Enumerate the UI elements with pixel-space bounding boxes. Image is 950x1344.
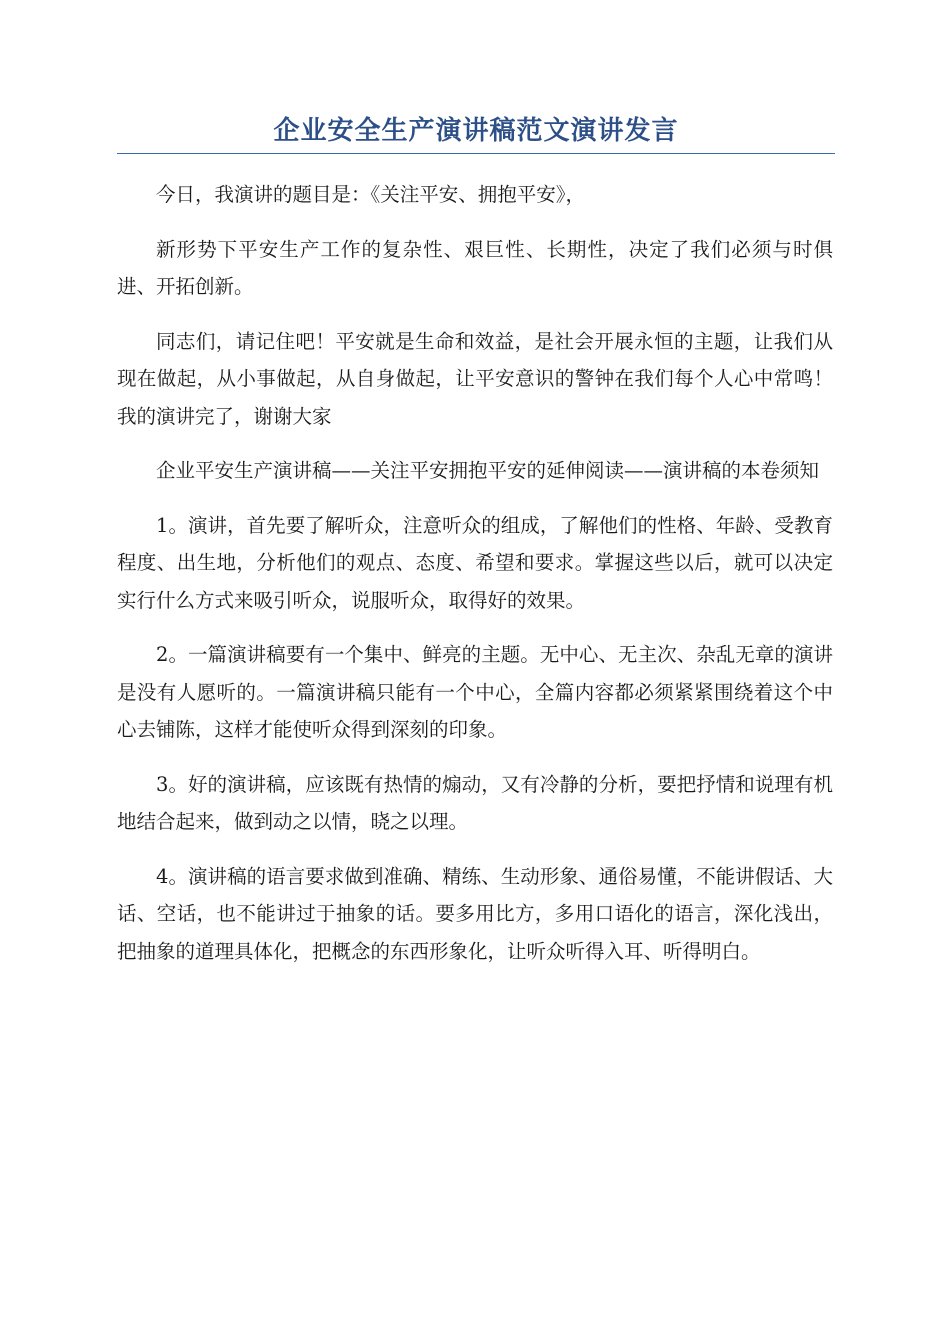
- paragraph-1: 今日，我演讲的题目是：《关注平安、拥抱平安》，: [156, 183, 586, 206]
- title-block: [117, 112, 835, 154]
- paragraph-8: 4。演讲稿的语言要求做到准确、精练、生动形象、通俗易懂，不能讲假话、大话、空话，也不能讲过于抽象的话。要多用比方，多用口语化的语言，深化浅出，把抽象的道理具体化，把概念的东西形象化，让听众听得入耳、听得明白。: [117, 864, 833, 963]
- paragraph-3: 同志们，请记住吧！平安就是生命和效益，是社会开展永恒的主题，让我们从现在做起，从小事做起，从自身做起，让平安意识的警钟在我们每个人心中常鸣！我的演讲完了，谢谢大家: [117, 329, 833, 428]
- paragraph-4: 企业平安生产演讲稿——关注平安拥抱平安的延伸阅读——演讲稿的本卷须知: [156, 459, 820, 482]
- paragraph-2: 新形势下平安生产工作的复杂性、艰巨性、长期性，决定了我们必须与时俱进、开拓创新。: [117, 237, 833, 298]
- paragraph-5: 1。演讲，首先要了解听众，注意听众的组成，了解他们的性格、年龄、受教育程度、出生地，分析他们的观点、态度、希望和要求。掌握这些以后，就可以决定实行什么方式来吸引听众，说服听众，取得好的效果。: [117, 513, 833, 612]
- title-underline: [117, 153, 835, 154]
- document-body: [117, 176, 833, 987]
- document-title: 企业安全生产演讲稿范文演讲发言: [273, 116, 679, 146]
- paragraph-7: 3。好的演讲稿，应该既有热情的煽动，又有冷静的分析，要把抒情和说理有机地结合起来，做到动之以情，晓之以理。: [117, 772, 833, 833]
- paragraph-6: 2。一篇演讲稿要有一个集中、鲜亮的主题。无中心、无主次、杂乱无章的演讲是没有人愿听的。一篇演讲稿只能有一个中心，全篇内容都必须紧紧围绕着这个中心去铺陈，这样才能使听众得到深刻的印象。: [117, 643, 833, 741]
